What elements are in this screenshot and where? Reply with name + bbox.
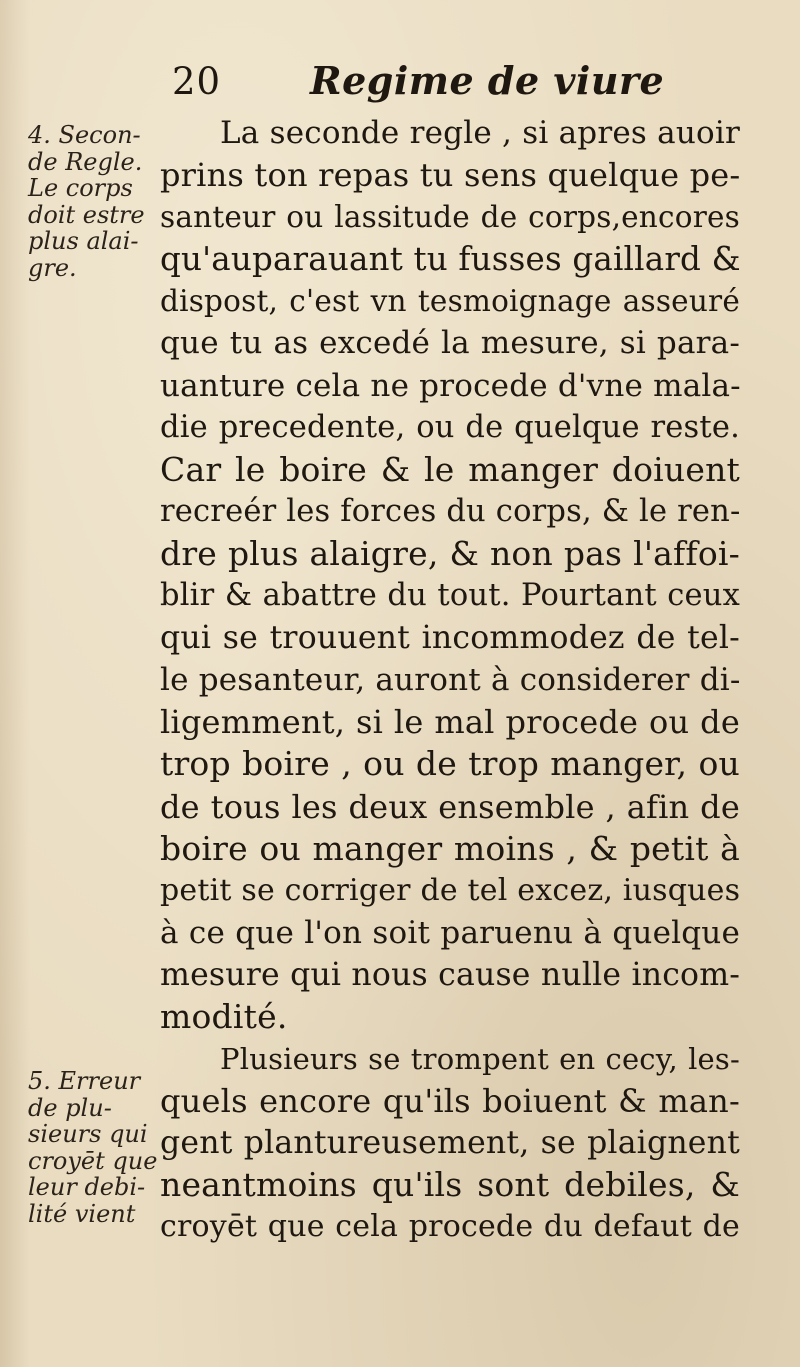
margin-note-line: plus alai- [28,227,139,255]
text-line: ligemment, si le mal procede ou de [160,703,740,742]
margin-note-line: gre. [28,253,77,282]
text-line: dispost, c'est vn tesmoignage asseuré [160,284,740,319]
text-line: de tous les deux ensemble , afin de [160,787,740,826]
text-line: uanture cela ne procede d'vne mala- [160,367,741,404]
text-line: modité. [160,996,288,1036]
text-line: mesure qui nous cause nulle incom- [160,956,741,993]
page-number: 20 [172,60,222,103]
margin-note-line: doit estre [28,200,145,229]
text-line: qu'auparauant tu fusses gaillard & [160,240,741,279]
body-text [160,112,740,1249]
margin-note-line: de plu- [28,1093,112,1122]
margin-note-line: sieurs qui [28,1120,148,1148]
page-header [160,58,720,108]
margin-note-error [28,1068,158,1227]
text-line: gent plantureusement, se plaignent [160,1125,740,1162]
margin-note-line: Le corps [28,174,133,202]
text-line: dre plus alaigre, & non pas l'affoi- [160,533,740,573]
text-line: santeur ou lassitude de corps,encores [160,200,740,235]
text-line: quels encore qu'ils boiuent & man- [160,1082,740,1121]
text-line: blir & abattre du tout. Pourtant ceux [160,578,740,614]
text-line: le pesanteur, auront à considerer di- [160,662,741,699]
margin-note-line: 5. Erreur [28,1067,141,1095]
text-line: croyēt que cela procede du defaut de [160,1209,740,1245]
text-line: Plusieurs se trompent en cecy, les- [220,1042,740,1077]
text-line: trop boire , ou de trop manger, ou [160,744,740,784]
text-line: que tu as excedé la mesure, si para- [160,325,740,362]
margin-note-line: leur debi- [28,1173,146,1201]
text-line: Car le boire & le manger doiuent [160,449,740,489]
margin-note-line: lité vient [28,1199,136,1228]
text-line: boire ou manger moins , & petit à [160,828,740,868]
margin-note-line: 4. Secon- [28,121,141,149]
margin-note-second-rule [28,122,158,281]
running-title: Regime de viure [310,58,665,103]
text-line: prins ton repas tu sens quelque pe- [160,156,741,195]
margin-note-line: de Regle. [28,147,143,176]
margin-note-line: croyēt que [28,1146,158,1175]
text-line: La seconde regle , si apres auoir [220,115,740,151]
text-line: recreér les forces du corps, & le ren- [160,493,741,529]
text-line: petit se corriger de tel excez, iusques [160,872,741,908]
text-line: qui se trouuent incommodez de tel- [160,620,740,657]
text-line: die precedente, ou de quelque reste. [160,409,740,445]
text-line: neantmoins qu'ils sont debiles, & [160,1165,740,1205]
text-line: à ce que l'on soit paruenu à quelque [160,914,740,951]
